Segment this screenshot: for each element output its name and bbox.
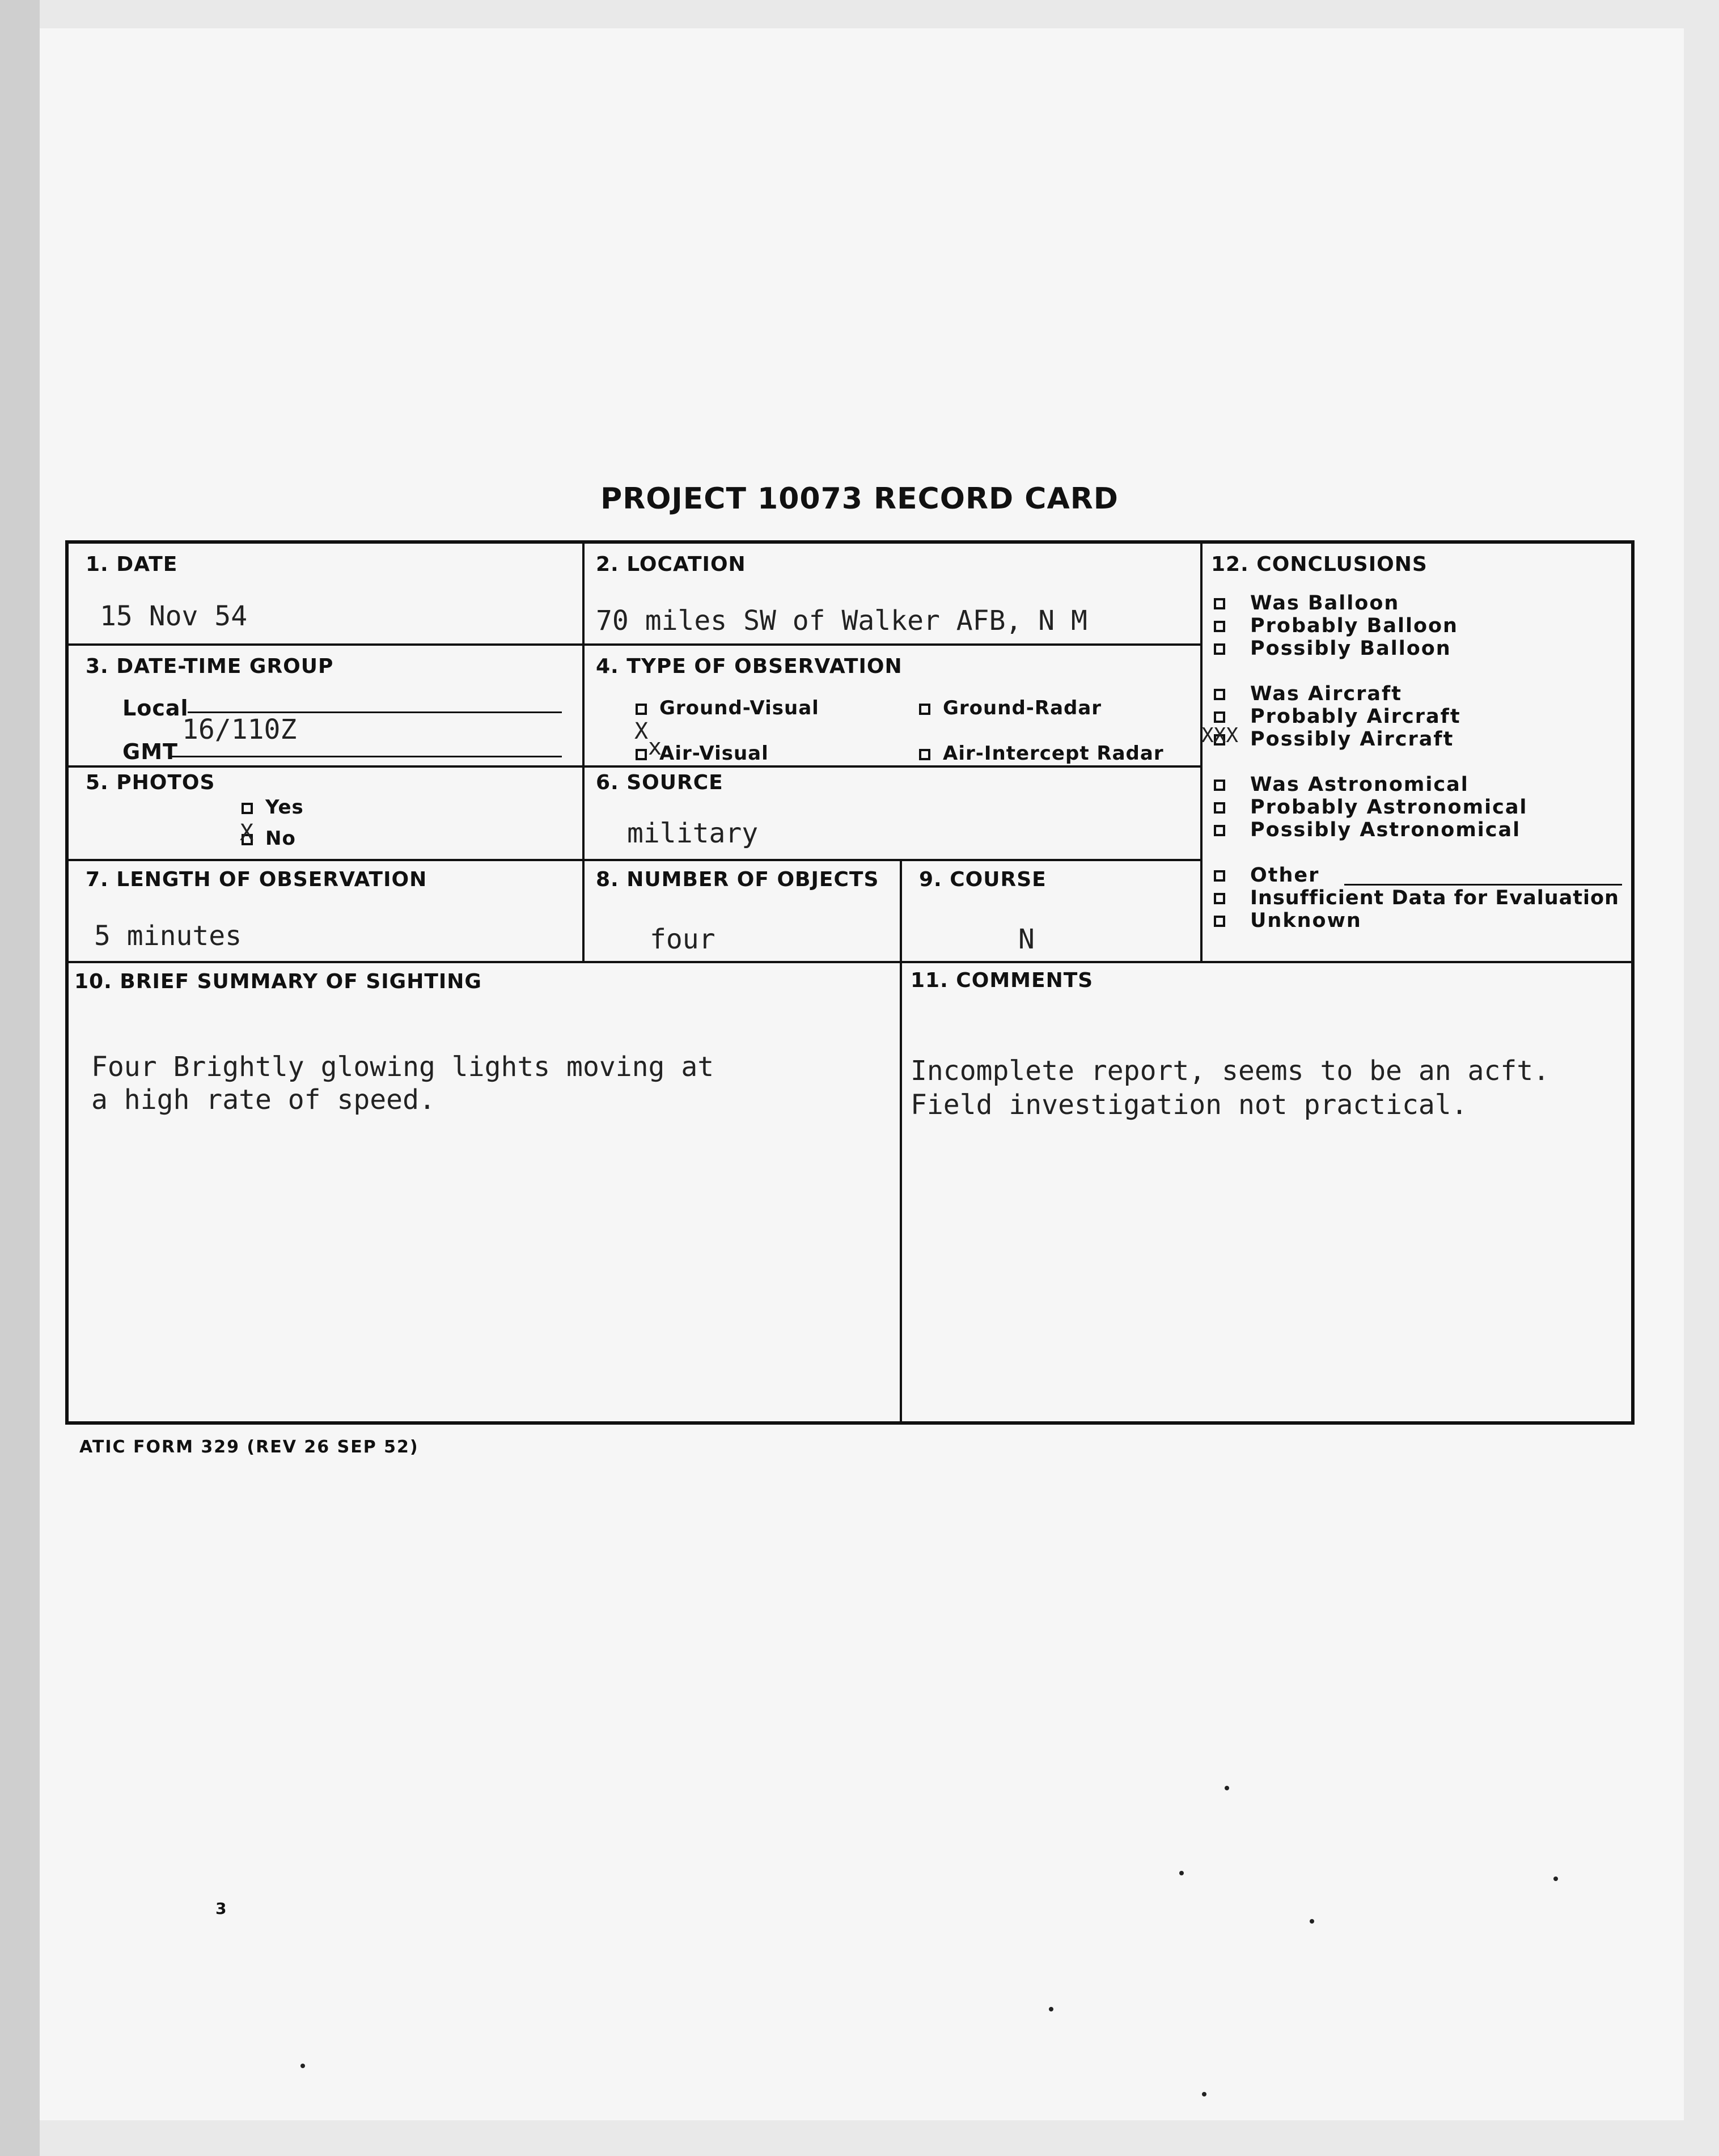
length-cell [69, 861, 585, 963]
length-value: 5 minutes [94, 920, 242, 952]
checkbox-icon [919, 704, 930, 715]
dust-speck [1225, 1786, 1229, 1790]
option-air-visual: Air-Visual [636, 742, 769, 765]
photos-yes: Yes [242, 796, 304, 819]
air-visual-check-mark-upper: X [634, 718, 649, 744]
summary-label: 10. BRIEF SUMMARY OF SIGHTING [74, 970, 482, 993]
comments-label: 11. COMMENTS [911, 969, 1094, 992]
conclusion-possibly-aircraft: Possibly Aircraft [1214, 728, 1454, 751]
checkbox-icon [1214, 870, 1225, 882]
local-line [188, 711, 562, 713]
scan-edge [0, 0, 40, 2156]
photos-no-check-mark: X [240, 820, 254, 846]
number-of-objects-label: 8. NUMBER OF OBJECTS [596, 868, 879, 891]
location-label: 2. LOCATION [596, 553, 746, 576]
other-line [1344, 884, 1622, 886]
conclusion-other: Other [1214, 864, 1319, 887]
option-ground-visual: Ground-Visual [636, 697, 819, 719]
option-ground-radar: Ground-Radar [919, 697, 1102, 719]
location-value: 70 miles SW of Walker AFB, N M [596, 605, 1087, 637]
conclusion-probably-balloon: Probably Balloon [1214, 615, 1458, 637]
conclusion-was-balloon: Was Balloon [1214, 592, 1399, 615]
source-label: 6. SOURCE [596, 771, 723, 794]
checkbox-icon [1214, 621, 1225, 632]
type-of-observation-cell [585, 646, 1203, 768]
comments-cell [902, 963, 1631, 1421]
photos-no: No [242, 827, 296, 850]
course-label: 9. COURSE [919, 868, 1047, 891]
summary-cell [69, 963, 902, 1421]
card-title: PROJECT 10073 RECORD CARD [600, 482, 1119, 516]
source-value: military [627, 817, 759, 849]
photos-cell [69, 768, 585, 861]
comments-line-2: Field investigation not practical. [911, 1089, 1468, 1121]
length-label: 7. LENGTH OF OBSERVATION [86, 868, 427, 891]
location-cell [585, 544, 1203, 646]
conclusions-cell [1203, 544, 1631, 963]
dust-speck [1179, 1871, 1184, 1875]
conclusion-possibly-balloon: Possibly Balloon [1214, 637, 1451, 660]
conclusion-insufficient-data: Insufficient Data for Evaluation [1214, 887, 1619, 909]
local-label: Local [122, 696, 189, 721]
date-label: 1. DATE [86, 553, 178, 576]
gmt-value: 16/110Z [182, 714, 297, 746]
checkbox-icon [242, 803, 253, 814]
course-cell [902, 861, 1203, 963]
gmt-label: GMT [122, 739, 178, 764]
checkbox-icon [1214, 689, 1225, 700]
conclusion-possibly-astronomical: Possibly Astronomical [1214, 819, 1521, 841]
conclusion-was-astronomical: Was Astronomical [1214, 773, 1469, 796]
summary-line-2: a high rate of speed. [91, 1084, 435, 1116]
dust-speck [300, 2064, 305, 2068]
checkbox-icon [1214, 643, 1225, 655]
date-time-group-label: 3. DATE-TIME GROUP [86, 655, 334, 678]
checkbox-icon [636, 749, 647, 760]
dust-speck [1310, 1919, 1314, 1924]
checkbox-icon [1214, 893, 1225, 904]
record-card [65, 540, 1635, 1425]
checkbox-icon [1214, 598, 1225, 609]
dust-speck [1049, 2007, 1053, 2011]
checkbox-icon [636, 704, 647, 715]
type-of-observation-label: 4. TYPE OF OBSERVATION [596, 655, 903, 678]
dust-speck [1202, 2092, 1206, 2096]
conclusion-was-aircraft: Was Aircraft [1214, 683, 1402, 705]
air-visual-check-mark-lower: x [648, 734, 662, 760]
gmt-line [171, 756, 562, 757]
dust-speck [1553, 1877, 1558, 1881]
checkbox-icon [1214, 825, 1225, 836]
checkbox-icon [919, 749, 930, 760]
page-number: 3 [215, 1899, 227, 1918]
conclusions-label: 12. CONCLUSIONS [1211, 553, 1428, 576]
summary-line-1: Four Brightly glowing lights moving at [91, 1051, 714, 1083]
date-time-group-cell [69, 646, 585, 768]
conclusion-probably-astronomical: Probably Astronomical [1214, 796, 1527, 819]
source-cell [585, 768, 1203, 861]
checkbox-icon [1214, 711, 1225, 723]
photos-label: 5. PHOTOS [86, 771, 215, 794]
conclusion-probably-aircraft: Probably Aircraft [1214, 705, 1461, 728]
checkbox-icon [1214, 780, 1225, 791]
possibly-aircraft-check-mark: XXX [1201, 724, 1239, 747]
form-number: ATIC FORM 329 (REV 26 SEP 52) [79, 1437, 419, 1457]
checkbox-icon [1214, 916, 1225, 927]
comments-line-1: Incomplete report, seems to be an acft. [911, 1055, 1550, 1087]
date-value: 15 Nov 54 [100, 600, 248, 632]
option-air-intercept-radar: Air-Intercept Radar [919, 742, 1164, 765]
date-cell [69, 544, 585, 646]
number-of-objects-value: four [650, 924, 715, 955]
course-value: N [1018, 924, 1035, 955]
checkbox-icon [1214, 802, 1225, 814]
conclusion-unknown: Unknown [1214, 909, 1362, 932]
number-of-objects-cell [585, 861, 902, 963]
